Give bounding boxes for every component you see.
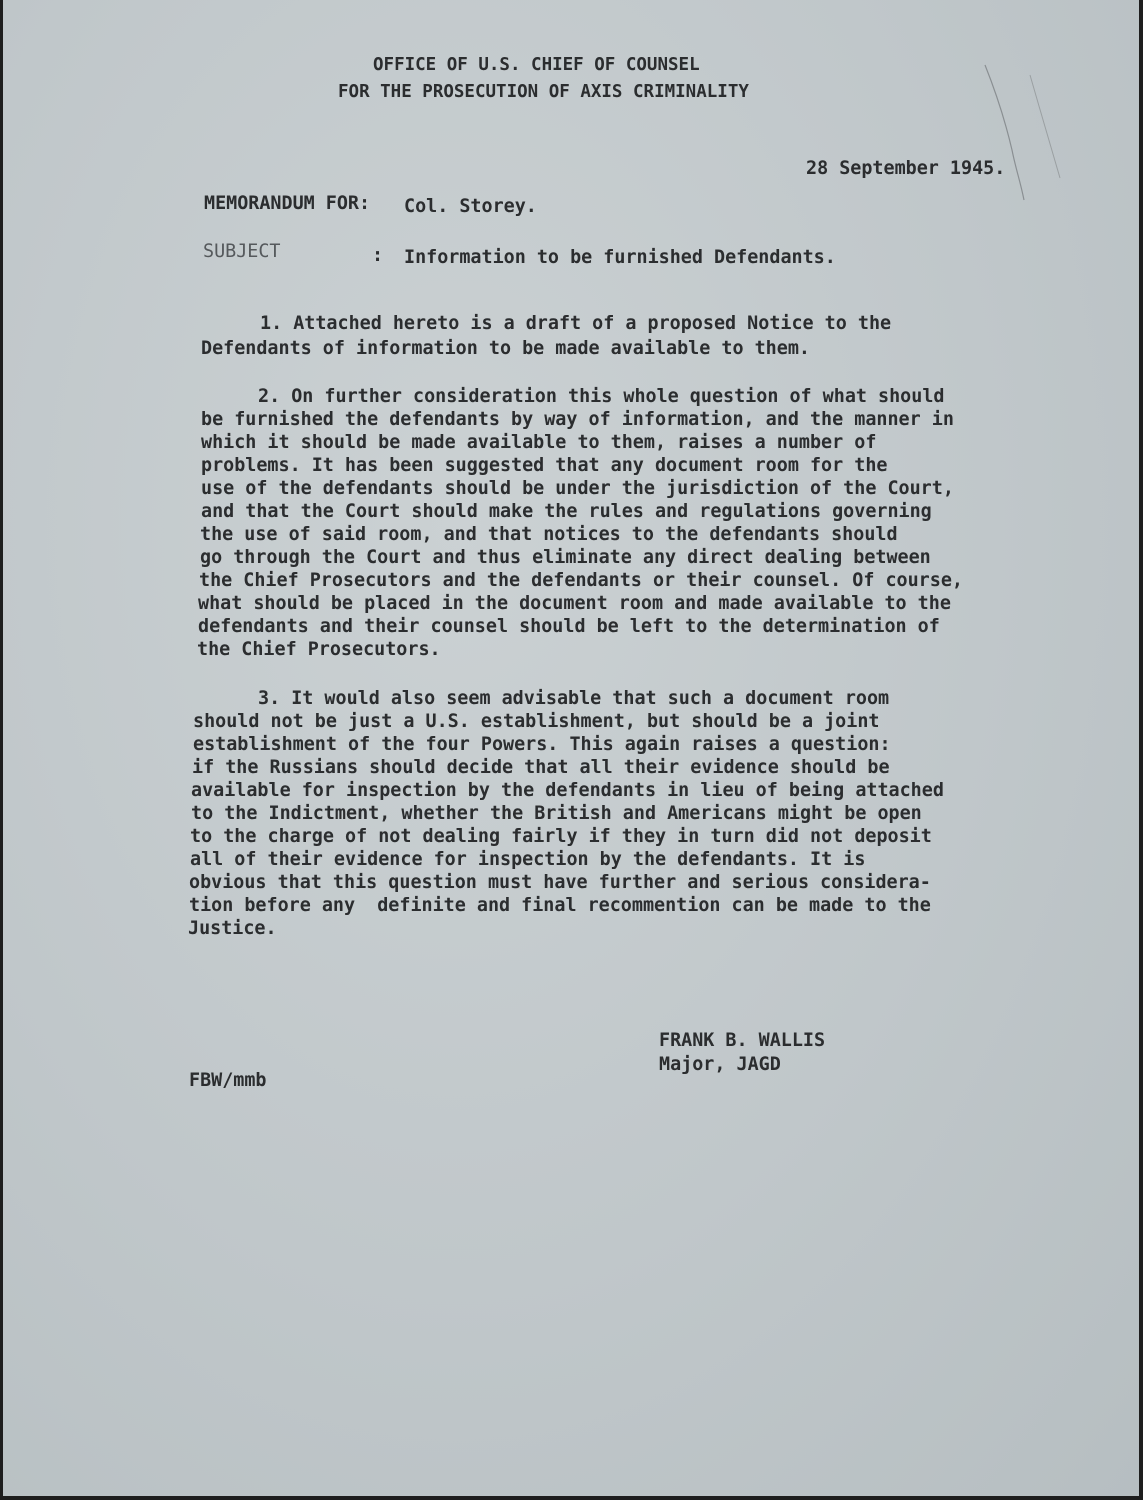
memo-to-label: MEMORANDUM FOR: [204,193,371,214]
memo-date: 28 September 1945. [806,158,1006,179]
paragraph-3-line: establishment of the four Powers. This again raises a question: [193,734,891,755]
paragraph-2-line: 2. On further consideration this whole question of what should [258,386,945,407]
subject-value: Information to be furnished Defendants. [404,247,836,268]
signature-title: Major, JAGD [659,1054,781,1075]
paragraph-2-line: be furnished the defendants by way of information, and the manner in [201,409,954,430]
signature-name: FRANK B. WALLIS [659,1030,826,1051]
office-header-line-2: FOR THE PROSECUTION OF AXIS CRIMINALITY [338,82,749,102]
paragraph-3-line: should not be just a U.S. establishment, but should be a joint [193,711,880,732]
memo-to-value: Col. Storey. [404,196,537,217]
paragraph-2-line: the Chief Prosecutors and the defendants or their counsel. Of course, [199,570,963,591]
paragraph-3-line: 3. It would also seem advisable that such a document room [258,688,890,709]
paragraph-3-line: all of their evidence for inspection by the defendants. It is [190,849,866,870]
subject-label: SUBJECT [203,241,281,262]
paragraph-2-line: and that the Court should make the rules and regulations governing [201,501,932,522]
paragraph-3-line: to the charge of not dealing fairly if they in turn did not deposit [190,826,932,847]
subject-colon: : [372,245,384,266]
paragraph-3-line: available for inspection by the defendants in lieu of being attached [191,780,944,801]
paragraph-2-line: use of the defendants should be under the jurisdiction of the Court, [201,478,954,499]
paragraph-2-line: the use of said room, and that notices to the defendants should [200,524,898,545]
paragraph-3-line: tion before any definite and final recommention can be made to the [189,895,931,916]
paragraph-2-line: which it should be made available to them, raises a number of [201,432,877,453]
paragraph-3-line: obvious that this question must have further and serious considera- [189,872,931,893]
reference-initials: FBW/mmb [189,1070,267,1091]
paragraph-1-line: 1. Attached hereto is a draft of a proposed Notice to the [260,313,892,334]
paragraph-2-line: the Chief Prosecutors. [197,639,441,660]
paragraph-3-line: to the Indictment, whether the British and Americans might be open [191,803,922,824]
paragraph-3-line: if the Russians should decide that all their evidence should be [192,757,890,778]
paragraph-1-line: Defendants of information to be made available to them. [201,338,810,359]
paragraph-2-line: problems. It has been suggested that any document room for the [201,455,888,476]
paragraph-2-line: defendants and their counsel should be left to the determination of [198,616,940,637]
paragraph-2-line: what should be placed in the document room and made available to the [198,593,951,614]
paragraph-3-line: Justice. [188,918,277,939]
office-header-line-1: OFFICE OF U.S. CHIEF OF COUNSEL [373,55,700,75]
paragraph-2-line: go through the Court and thus eliminate any direct dealing between [200,547,931,568]
